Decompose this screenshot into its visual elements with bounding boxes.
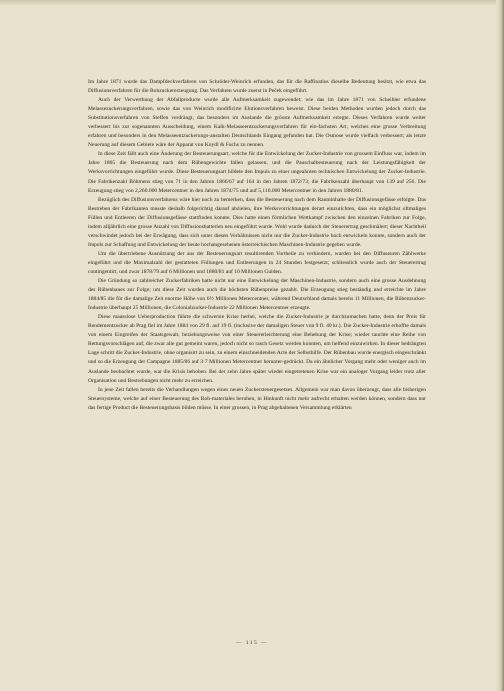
page-body bbox=[88, 78, 426, 413]
page-number: — 115 — bbox=[235, 640, 269, 646]
scan-edge-right bbox=[496, 0, 504, 691]
scan-edge-top bbox=[0, 0, 504, 6]
paragraph: Im Jahre 1871 wurde das Dampfdeckverfahren von Schröder-Weinrich erfunden, das für die Raffinatios dieselbe Bedeutung besitzt, wie etwa das Diffusionsverfahren für die Rohzuckererzeugung. Das Verfahren wurde zuerst in Peček eingeführt. bbox=[88, 79, 426, 95]
paragraph: Die Gründung so zahlreicher Zuckerfabriken hatte nicht nur eine Entwickelung der Maschinen-Industrie, sondern auch eine grosse Ausdehnung des Rübenbaues zur Folge; um diese Zeit wurden auch die höchsten Rübenpreise gezahlt. Die Erzeugung stieg beständig und erreichte im Jahre 1884/85 die für die damalige Zeit enorme Höhe von 6½ Millionen Metercentner, während Deutschland damals bereits 11 Millionen, die Rübenzucker-Industrie überhaupt 25 Millionen, die Colonialzucker-Industrie 22 Millionen Metercentner erzeugte. bbox=[88, 278, 426, 312]
paragraph: In jene Zeit fallen bereits die Verhandlungen wegen eines neuen Zuckersteuergesetzes. Allgemein war man davon überzeugt, dass alle bisherigen Steuersysteme, welche auf einer Besteuerung des Roh-materiales beruhen, in Hinkunft nicht mehr aufrecht erhalten werden können, sondern dass nur das fertige Product die Besteuerungsbasis bilden müsse. In einer grossen, in Prag abgehaltenen Versammlung erklärten bbox=[88, 386, 426, 411]
paragraph: Bezüglich des Diffusionsverfahrens wäre hier noch zu bemerken, dass die Besteuerung nach dem Rauminhalte der Diffusionsgefässe erfolgte. Das Bestreben der Fabrikanten musste deshalb folgerichtig darauf abzielen, ihre Werksvorrichtungen derart einzurichten, dass ein möglichst oftmaliges Füllen und Entleeren der Diffusionsgefässe stattfinden konnte. Dies hatte einen förmlichen Wettkampf zwischen den einzelnen Fabriken zur Folge, indem alljährlich eine grosse Anzahl von Diffusionsbatterien neu eingeführt wurde. Wohl wurde dadurch der Steuerertrag geschmälert; dieser Nachtheil verschwindet jedoch bei der Erwägung, dass sich unter diesen Verhältnissen nicht nur die Zucker-Industrie hoch entwickeln konnte, sondern auch der Impuls zur Schaffung und Entwickelung der heute hochangesehenen österreichischen Maschinen-Industrie gegeben wurde. bbox=[88, 196, 426, 248]
paragraph: Diese maasslose Ueberproduction führte die schwerste Krise herbei, welche die Zucker-Industrie je durchzumachen hatte, denn der Preis für Rendementzucker ab Prag fiel im Jahre 1884 von 29 fl. auf 19 fl. (inclusive der damaligen Steuer von 9 fl. 40 kr.). Die Zucker-Industrie erhoffte damals von einem Eingreifen der Staatsgewalt, beziehungsweise von einer Steuererleichterung eine Behebung der Krise; wieder tauchte eine Reihe von Rettungsvorschlägen auf, die zwar alle gut gemeint waren, jedoch nicht so rasch Gesetz werden konnten, um helfend einzuwirken. In dieser bedrängten Lage schritt die Zucker-Industrie, ohne organisirt zu sein, zu einem einschneidenden Acte der Selbsthilfe. Der Rübenbau wurde energisch eingeschränkt und so die Erzeugung der Campagne 1885/86 auf 3·7 Millionen Metercentner herunter-gedrückt. Da ein ähnlicher Vorgang mehr oder weniger auch im Auslande beobachtet wurde, war die Krisis behoben. Bei der zehn Jahre später wieder eingetretenen Krise war ein analoger Vorgang leider trotz aller Organisation und Bestrebungen nicht mehr zu erreichen. bbox=[88, 314, 426, 384]
paragraph: Auch der Verwerthung der Abfallproducte wurde alle Aufmerksamkeit zugewendet; wie das im Jahre 1871 von Scheibler erfundene Melassezuckerungsverfahren, sowie das von Weinrich modificirte Elutionsverfahren beweist. Diese beiden Methoden wurden jedoch durch das Substitutionsverfahren von Steffen verdrängt, das besonders im Auslande die grösste Aufmerksamkeit erregte. Dieses Verfahren wurde weiter verbessert bis zur sogenannten Ausscheidung, einem Kalk-Melasseentzuckerungsverfahren für ein-fachsten Art, welches eine grosse Verbreitung erfahren und besonders in den Melasseentzuckerungs-anstalten Deutschlands Eingang gefunden hat. Die Osmose wurde vielfach verbessert; als letzte Neuerung auf diesem Gebiete wäre der Apparat von Koydl & Fuchs zu nennen. bbox=[88, 97, 426, 149]
paragraph: Um die übertriebene Ausnützung der aus der Besteuerungsart resultirenden Vortheile zu verhindern, wurden bei den Diffuseuren Zählwerke eingeführt und die Maximalzahl der gestatteten Füllungen und Entleerungen in 24 Stunden festgesetzt; schliesslich wurde auch der Steuerertrag contingentirt, und zwar 1878/79 auf 6 Millionen und 1880/81 auf 10 Millionen Gulden. bbox=[88, 250, 426, 275]
paragraph: In diese Zeit fällt auch eine Änderung der Besteuerungsart, welche für die Entwickelung der Zucker-Industrie von grossem Einfluss war, indem im Jahre 1865 die Besteuerung nach dem Rübengewichte fallen gelassen, und die Pauschalbesteuerung nach der Leistungsfähigkeit der Werksvorrichtungen eingeführt wurde. Diese Besteuerungsart bildete den Impuls zu einer ungeahnten technischen Entwickelung der Zucker-Industrie. Die Fabrikenzahl Böhmens stieg von 71 in den Jahren 1866/67 auf 164 in den Jahren 1872/73; die Fabrikenzahl überhaupt von 139 auf 256. Die Erzeugung stieg von 2,260.000 Metercentner in den Jahren 1874/75 und auf 5,110.000 Metercentner in den Jahren 1880/81. bbox=[88, 151, 426, 194]
